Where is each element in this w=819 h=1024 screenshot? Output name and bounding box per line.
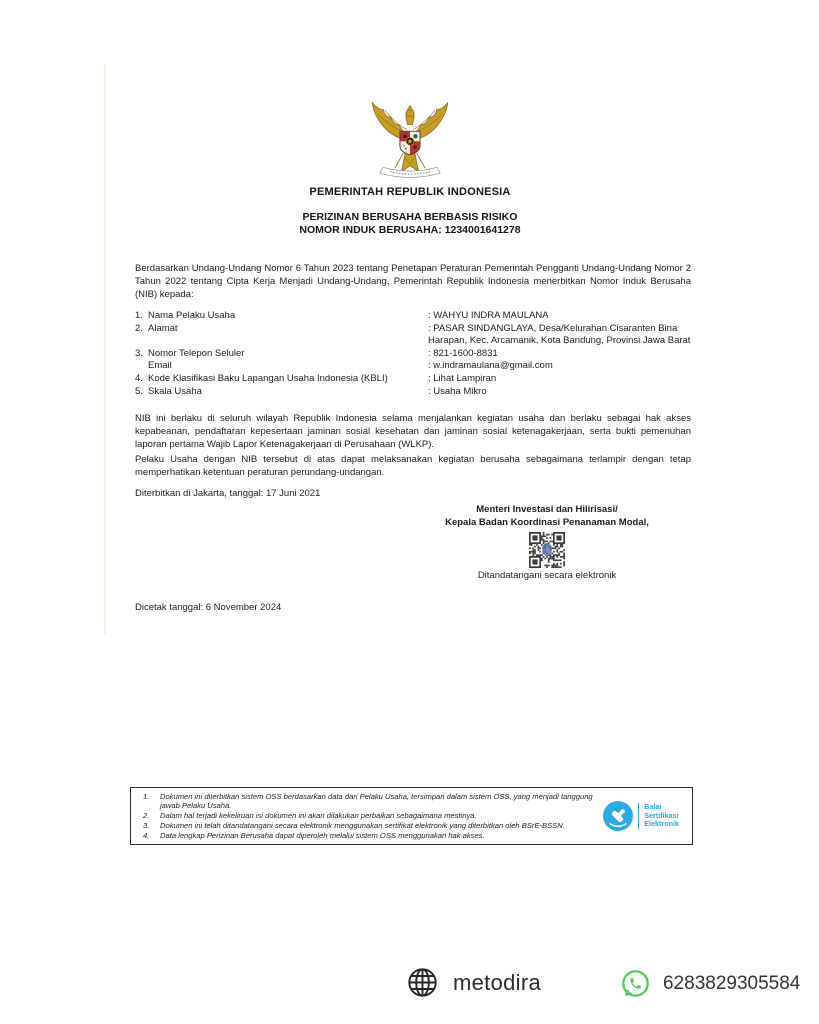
- footnote-row: [141, 811, 597, 821]
- qr-signature-mark: [542, 543, 552, 556]
- certifier-logo: [603, 801, 692, 831]
- detail-label: Alamat: [148, 322, 178, 334]
- detail-row: [135, 373, 691, 386]
- footnote-text: Dokumen ini telah ditandatangani secara elektronik menggunakan sertifikat elektronik yang diterbitkan oleh BSrE-BSSN.: [160, 820, 565, 830]
- detail-value: : Usaha Mikro: [428, 385, 487, 397]
- footnote-text: Data lengkap Perizinan Berusaha dapat diperoleh melalui sistem OSS menggunakan hak akses.: [160, 830, 485, 840]
- logo-divider: [638, 803, 639, 829]
- signatory-title-line1: Menteri Investasi dan Hilirisasi/: [476, 504, 618, 515]
- intro-paragraph: Berdasarkan Undang-Undang Nomor 6 Tahun 2023 tentang Penetapan Peraturan Pemerintah Pengganti Undang-Undang Nomor 2 Tahun 2022 tentang Cipta Kerja Menjadi Undang-Undang, Pemerintah Republik Indonesia menerbitkan Nomor Induk Berusaha (NIB) kepada:: [135, 263, 691, 300]
- detail-label: Nama Pelaku Usaha: [148, 310, 236, 321]
- site-name: metodira: [453, 969, 541, 995]
- footnote-text: Dalam hal terjadi kekeliruan isi dokumen ini akan dilakukan perbaikan sebagaimana mestinya.: [160, 811, 477, 821]
- detail-value: : 821-1600-8831: [428, 347, 498, 359]
- detail-number: 2.: [135, 322, 143, 334]
- detail-row: [135, 360, 691, 373]
- detail-row: [135, 386, 691, 399]
- detail-label: Skala Usaha: [148, 385, 202, 397]
- validity-paragraph: NIB ini berlaku di seluruh wilayah Republik Indonesia selama menjalankan kegiatan usaha dan berlaku sebagai hak akses kepabeanan, pendaftaran kepesertaan jaminan sosial kesehatan dan jaminan sosial ketenagakerjaan, serta bukti pemenuhan laporan pertama Wajib Lapor Ketenagakerjaan di Perusahaan (WLKP).: [135, 413, 691, 450]
- government-title: PEMERINTAH REPUBLIK INDONESIA: [309, 186, 511, 198]
- detail-value: : WAHYU INDRA MAULANA: [428, 310, 549, 321]
- footnote-number: 3.: [143, 820, 150, 830]
- detail-label: Email: [148, 360, 172, 372]
- certifier-name-line: Balai: [644, 802, 662, 812]
- certificate-page: [100, 58, 720, 946]
- issued-line: Diterbitkan di Jakarta, tanggal: 17 Juni 2021: [135, 488, 321, 499]
- qr-code: [529, 532, 565, 568]
- electronic-signature-note: Ditandatangani secara elektronik: [477, 570, 617, 581]
- certifier-name-line: Sertifikasi: [644, 810, 679, 820]
- detail-row: [135, 323, 691, 348]
- brand-footer: [0, 962, 819, 1014]
- footnotes-box: [130, 787, 693, 845]
- compliance-paragraph: Pelaku Usaha dengan NIB tersebut di atas dapat melaksanakan kegiatan berusaha sebagaimana terlampir dengan tetap memperhatikan ketentuan peraturan perundang-undangan.: [135, 454, 691, 478]
- printed-date-line: Dicetak tanggal: 6 November 2024: [135, 602, 282, 613]
- detail-row: [135, 348, 691, 361]
- whatsapp-icon: [621, 969, 650, 998]
- footnote-text: Dokumen ini diterbitkan sistem OSS berdasarkan data dari Pelaku Usaha, tersimpan dalam sistem OSS, yang menjadi tanggung jawab Pelaku Usaha.: [160, 791, 593, 811]
- globe-icon: [407, 967, 438, 998]
- detail-number: [135, 360, 148, 373]
- detail-value: : w.indramaulana@gmail.com: [428, 360, 553, 372]
- detail-number: 4.: [135, 372, 143, 384]
- footnote-row: [141, 821, 597, 831]
- business-details-list: [135, 310, 691, 398]
- footnote-row: [141, 831, 597, 841]
- bse-stamp-icon: [603, 801, 633, 831]
- certifier-name: [644, 803, 679, 828]
- document-title: PERIZINAN BERUSAHA BERBASIS RISIKO: [302, 211, 518, 223]
- page-edge: [104, 64, 106, 634]
- footnote-number: 2.: [143, 811, 150, 821]
- detail-number: 5.: [135, 385, 143, 397]
- detail-label: Nomor Telepon Seluler: [148, 347, 245, 359]
- detail-value: : Lihat Lampiran: [428, 372, 497, 384]
- garuda-pancasila-emblem: [368, 90, 452, 180]
- signatory-title-line2: Kepala Badan Koordinasi Penanaman Modal,: [445, 516, 649, 528]
- certifier-name-line: Elektronik: [644, 819, 679, 829]
- signature-block: [408, 504, 686, 583]
- detail-number: 3.: [135, 347, 143, 359]
- detail-label: Kode Klasifikasi Baku Lapangan Usaha Indonesia (KBLI): [148, 372, 388, 384]
- footnotes-list: [131, 788, 603, 845]
- whatsapp-contact: [621, 969, 800, 998]
- footnote-number: 1.: [143, 791, 150, 801]
- whatsapp-number: 6283829305584: [663, 972, 801, 994]
- site-brand: [407, 967, 541, 998]
- footnote-number: 4.: [143, 830, 150, 840]
- detail-value: : PASAR SINDANGLAYA, Desa/Kelurahan Cisaranten Bina Harapan, Kec. Arcamanik, Kota Bandung, Provinsi Jawa Barat: [428, 322, 691, 347]
- document-number: NOMOR INDUK BERUSAHA: 1234001641278: [299, 224, 521, 236]
- detail-row: [135, 310, 691, 323]
- detail-number: 1.: [135, 310, 143, 321]
- footnote-row: [141, 792, 597, 811]
